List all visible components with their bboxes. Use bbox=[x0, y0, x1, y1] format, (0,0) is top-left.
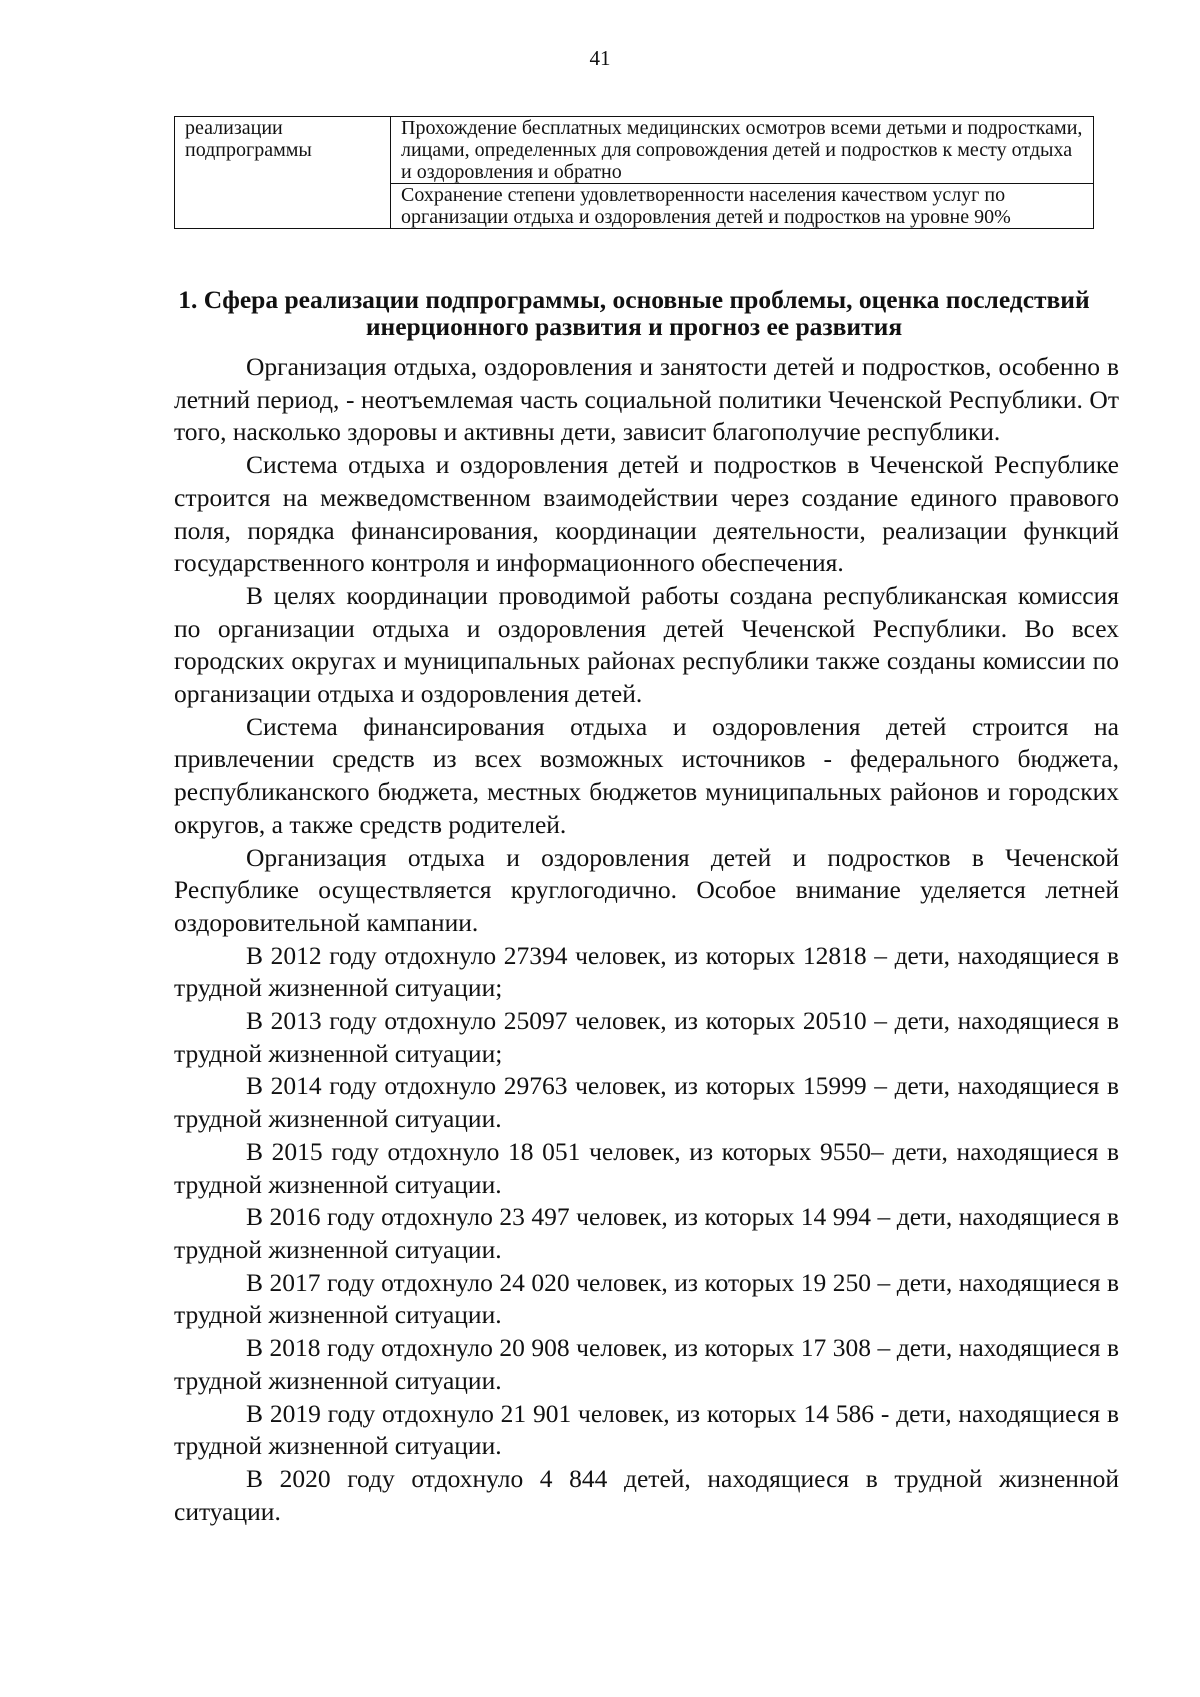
page-number: 41 bbox=[589, 46, 611, 70]
paragraph: Организация отдыха и оздоровления детей и подростков в Чеченской Республике осуществляется круглогодично. Особое внимание уделяется летней оздоровительной кампании. bbox=[174, 842, 1119, 937]
paragraph: Система отдыха и оздоровления детей и подростков в Чеченской Республике строится на межведомственном взаимодействии через создание единого правового поля, порядка финансирования, координации деятельности, реализации функций государственного контроля и информационного обеспечения. bbox=[174, 450, 1119, 578]
paragraph: Организация отдыха, оздоровления и занятости детей и подростков, особенно в летний период, - неотъемлемая часть социальной политики Чеченской Республики. От того, насколько здоровы и активны дети, зависит благополучие республики. bbox=[174, 352, 1119, 447]
indicators-table bbox=[174, 116, 1094, 229]
table-cell-indicator: Прохождение бесплатных медицинских осмотров всеми детьми и подростками, лицами, определенных для сопровождения детей и подростков к месту отдыха и оздоровления и обратно bbox=[391, 117, 1094, 184]
paragraph: В 2020 году отдохнуло 4 844 детей, находящиеся в трудной жизненной ситуации. bbox=[174, 1463, 1119, 1526]
paragraph: В 2019 году отдохнуло 21 901 человек, из которых 14 586 - дети, находящиеся в трудной жизненной ситуации. bbox=[174, 1398, 1119, 1461]
paragraph: В 2017 году отдохнуло 24 020 человек, из которых 19 250 – дети, находящиеся в трудной жизненной ситуации. bbox=[174, 1267, 1119, 1330]
table-cell-label: реализации подпрограммы bbox=[175, 117, 391, 229]
paragraph: В 2012 году отдохнуло 27394 человек, из которых 12818 – дети, находящиеся в трудной жизненной ситуации; bbox=[174, 940, 1119, 1003]
section-heading: 1. Сфера реализации подпрограммы, основные проблемы, оценка последствий инерционного развития и прогноз ее развития bbox=[178, 285, 1090, 341]
table-cell-indicator: Сохранение степени удовлетворенности населения качеством услуг по организации отдыха и оздоровления детей и подростков на уровне 90% bbox=[391, 184, 1094, 229]
paragraph: В 2018 году отдохнуло 20 908 человек, из которых 17 308 – дети, находящиеся в трудной жизненной ситуации. bbox=[174, 1333, 1119, 1395]
table-row bbox=[175, 117, 1094, 184]
body-text bbox=[174, 351, 1119, 1528]
paragraph: Система финансирования отдыха и оздоровления детей строится на привлечении средств из всех возможных источников - федерального бюджета, республиканского бюджета, местных бюджетов муниципальных районов и городских округов, а также средств родителей. bbox=[174, 711, 1119, 839]
paragraph: В 2013 году отдохнуло 25097 человек, из которых 20510 – дети, находящиеся в трудной жизненной ситуации; bbox=[174, 1006, 1119, 1068]
paragraph: В 2016 году отдохнуло 23 497 человек, из которых 14 994 – дети, находящиеся в трудной жизненной ситуации. bbox=[174, 1202, 1119, 1264]
paragraph: В целях координации проводимой работы создана республиканская комиссия по организации отдыха и оздоровления детей Чеченской Республики. Во всех городских округах и муниципальных районах республики также созданы комиссии по организации отдыха и оздоровления детей. bbox=[174, 580, 1119, 709]
paragraph: В 2015 году отдохнуло 18 051 человек, из которых 9550– дети, находящиеся в трудной жизненной ситуации. bbox=[174, 1136, 1119, 1199]
paragraph: В 2014 году отдохнуло 29763 человек, из которых 15999 – дети, находящиеся в трудной жизненной ситуации. bbox=[174, 1071, 1119, 1134]
